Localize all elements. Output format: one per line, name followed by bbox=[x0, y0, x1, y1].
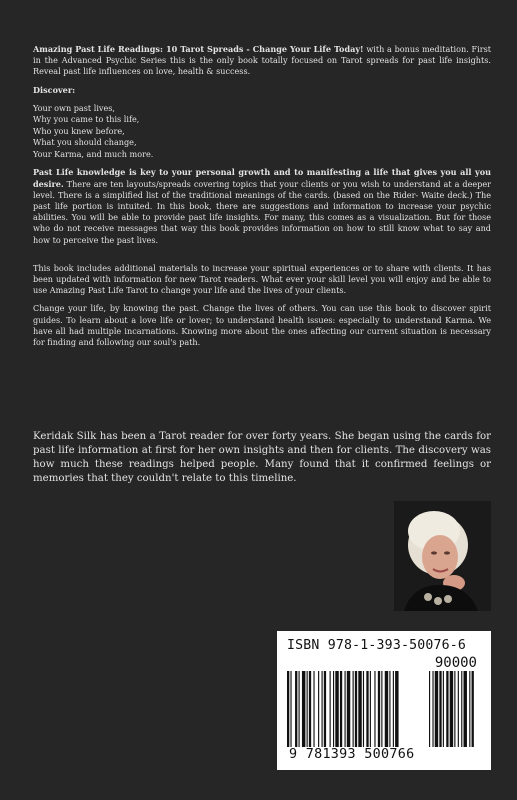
discover-item: Who you knew before, bbox=[33, 125, 125, 136]
knowledge-lead: Past Life knowledge is key to your personal growth and to manifesting a life that gives you all you desire. bbox=[33, 167, 491, 189]
isbn-barcode bbox=[277, 631, 491, 770]
discover-heading: Discover: bbox=[33, 84, 76, 95]
ean-digits: 9 781393 500766 bbox=[289, 747, 415, 762]
discover-list bbox=[33, 103, 491, 161]
price-code: 90000 bbox=[434, 655, 477, 671]
materials-paragraph: This book includes additional materials to increase your spiritual experiences or to share with clients. It has been updated with information for new Tarot readers. What ever your skill level you will enjoy and be able to use Amazing Past Life Tarot to change your life and the lives of your clients. bbox=[33, 262, 491, 296]
knowledge-paragraph bbox=[33, 167, 491, 245]
change-paragraph: Change your life, by knowing the past. Change the lives of others. You can use this book to discover spirit guides. To learn about a love life or lover; to understand health issues: especially to understand Karma. We have all had multiple incarnations. Knowing more about the ones affecting our current situation is necessary for finding and following our soul's path. bbox=[33, 303, 491, 347]
author-portrait-image bbox=[394, 501, 491, 611]
author-bio: Keridak Silk has been a Tarot reader for over forty years. She began using the cards for past life information at first for her own insights and then for clients. The discovery was how much these readings helped people. Many found that it confirmed feelings or memories that they couldn't relate to this timeline. bbox=[33, 431, 491, 485]
intro-title: Amazing Past Life Readings: 10 Tarot Spreads - Change Your Life Today! bbox=[33, 44, 364, 54]
intro-text: with a bonus meditation. First in the Advanced Psychic Series this is the only book totally focused on Tarot spreads for past life insights. Reveal past life influences on love, health & success. bbox=[33, 44, 491, 77]
intro-paragraph bbox=[33, 44, 491, 78]
book-description bbox=[33, 44, 491, 355]
author-photo bbox=[394, 501, 491, 611]
barcode-bars bbox=[287, 671, 481, 747]
discover-item: Your Karma, and much more. bbox=[33, 148, 154, 159]
knowledge-text: There are ten layouts/spreads covering topics that your clients or you wish to understand at a deeper level. There is a simplified list of the traditional meanings of the cards. (based on the Rider- Waite deck.) The past life portion is intuited. In this book, there are suggestions and information to increase your psychic abilities. You will be able to provide past life insights. For many, this comes as a visualization. But for those who do not receive messages that way this book provides information on how to still know what to say and how to perceive the past lives. bbox=[33, 178, 491, 245]
discover-item: What you should change, bbox=[33, 137, 137, 148]
isbn-label: ISBN 978-1-393-50076-6 bbox=[287, 638, 467, 653]
discover-item: Your own past lives, bbox=[33, 102, 116, 113]
discover-item: Why you came to this life, bbox=[33, 114, 140, 125]
